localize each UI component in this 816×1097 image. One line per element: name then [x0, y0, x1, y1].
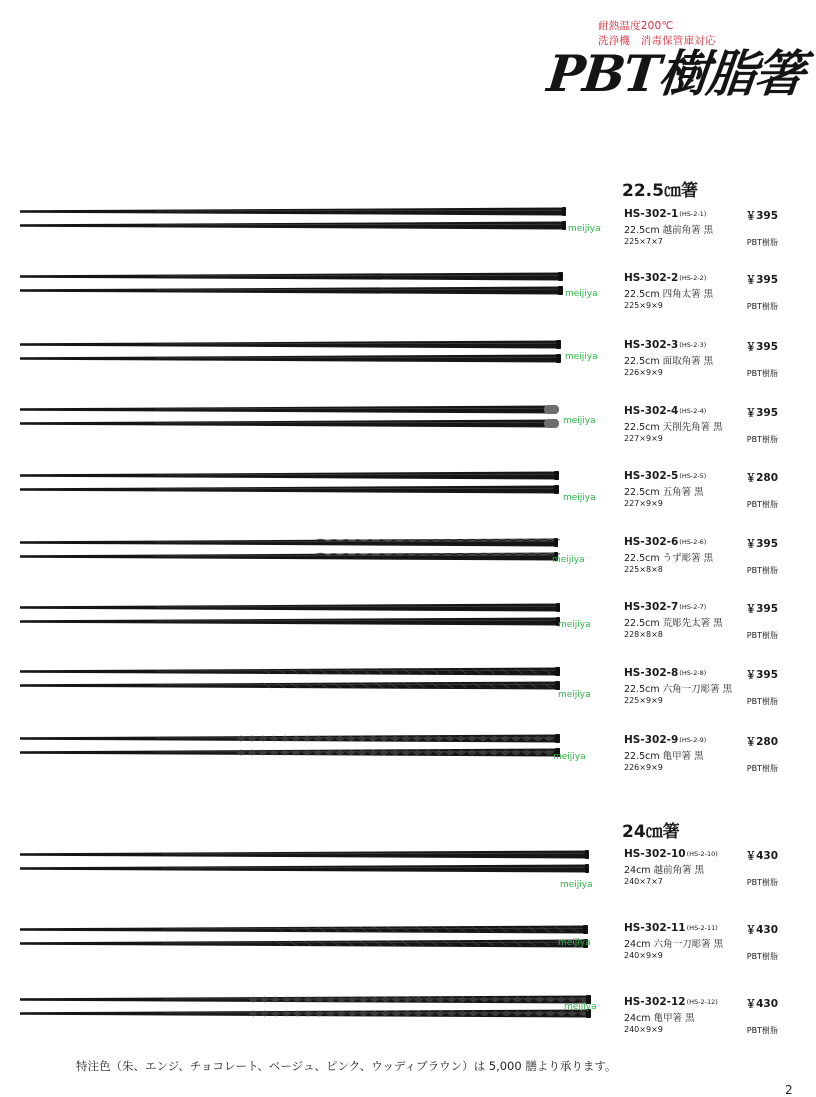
- product-material: PBT樹脂: [746, 435, 778, 444]
- product-code: HS-302-12(HS-2-12): [624, 996, 718, 1008]
- watermark: meijiya: [558, 938, 591, 948]
- product-5: [624, 470, 778, 518]
- chopstick-bottom: [20, 939, 590, 948]
- chopstick-bottom: [20, 552, 560, 561]
- product-subcode: (HS-2-9): [679, 736, 707, 744]
- product-8: [624, 667, 778, 715]
- product-12: [624, 996, 778, 1044]
- product-price: ￥430: [745, 924, 778, 936]
- chopstick-top: [20, 340, 563, 349]
- product-price: ￥280: [745, 472, 778, 484]
- product-dimensions: 227×9×9: [624, 434, 663, 443]
- chopstick-image: [20, 850, 589, 878]
- product-9: [624, 734, 778, 782]
- product-subcode: (HS-2-5): [679, 472, 707, 480]
- product-price: ￥430: [745, 850, 778, 862]
- chopstick-top: [20, 207, 568, 216]
- product-4: [624, 405, 778, 453]
- brand-title: PBT樹脂箸: [544, 44, 806, 103]
- chopstick-image: [20, 405, 557, 433]
- page-number: 2: [785, 1083, 793, 1097]
- product-name: 22.5cm うず彫箸 黒: [624, 553, 714, 564]
- watermark: meijiya: [565, 352, 598, 362]
- watermark: meijiya: [560, 880, 593, 890]
- product-code: HS-302-4(HS-2-4): [624, 405, 707, 417]
- watermark: meijiya: [563, 416, 596, 426]
- section-title-24cm: 24㎝箸: [622, 822, 680, 842]
- product-dimensions: 225×9×9: [624, 301, 663, 310]
- product-11: [624, 922, 778, 970]
- chopstick-top: [20, 603, 562, 612]
- product-name: 24cm 六角一刀彫箸 黒: [624, 939, 724, 950]
- product-2: [624, 272, 778, 320]
- chopstick-image: [20, 667, 560, 695]
- product-price: ￥395: [745, 669, 778, 681]
- chopstick-bottom: [20, 864, 591, 873]
- product-code: HS-302-2(HS-2-2): [624, 272, 707, 284]
- product-dimensions: 240×9×9: [624, 1025, 663, 1034]
- product-material: PBT樹脂: [746, 302, 778, 311]
- product-name: 22.5cm 五角箸 黒: [624, 487, 704, 498]
- chopstick-top: [20, 667, 562, 676]
- product-code: HS-302-7(HS-2-7): [624, 601, 707, 613]
- product-code: HS-302-3(HS-2-3): [624, 339, 707, 351]
- product-name: 22.5cm 亀甲箸 黒: [624, 751, 704, 762]
- product-price: ￥280: [745, 736, 778, 748]
- product-code: HS-302-10(HS-2-10): [624, 848, 718, 860]
- product-name: 24cm 亀甲箸 黒: [624, 1013, 695, 1024]
- product-price: ￥430: [745, 998, 778, 1010]
- product-name: 22.5cm 面取角箸 黒: [624, 356, 714, 367]
- product-material: PBT樹脂: [746, 238, 778, 247]
- chopstick-bottom: [20, 748, 562, 757]
- product-dimensions: 225×9×9: [624, 696, 663, 705]
- chopstick-image: [20, 734, 560, 762]
- watermark: meijiya: [553, 752, 586, 762]
- product-code: HS-302-9(HS-2-9): [624, 734, 707, 746]
- product-material: PBT樹脂: [746, 369, 778, 378]
- chopstick-bottom: [20, 485, 561, 494]
- product-dimensions: 226×9×9: [624, 368, 663, 377]
- product-1: [624, 208, 778, 256]
- product-dimensions: 227×9×9: [624, 499, 663, 508]
- product-3: [624, 339, 778, 387]
- heat-resistance-note: 耐熱温度200℃: [598, 20, 674, 32]
- chopstick-bottom: [20, 354, 563, 363]
- product-subcode: (HS-2-11): [686, 924, 718, 932]
- chopstick-image: [20, 603, 560, 631]
- chopstick-image: [20, 995, 591, 1023]
- chopstick-image: [20, 538, 558, 566]
- chopstick-bottom: [20, 221, 568, 230]
- chopstick-bottom: [20, 419, 559, 428]
- chopstick-top: [20, 925, 590, 934]
- watermark: meijiya: [565, 289, 598, 299]
- watermark: meijiya: [563, 493, 596, 503]
- product-price: ￥395: [745, 274, 778, 286]
- product-subcode: (HS-2-7): [679, 603, 707, 611]
- chopstick-top: [20, 734, 562, 743]
- chopstick-bottom: [20, 681, 562, 690]
- product-price: ￥395: [745, 603, 778, 615]
- product-code: HS-302-1(HS-2-1): [624, 208, 707, 220]
- product-subcode: (HS-2-1): [679, 210, 707, 218]
- chopstick-image: [20, 340, 561, 368]
- chopstick-top: [20, 850, 591, 859]
- chopstick-image: [20, 925, 588, 953]
- product-dimensions: 228×8×8: [624, 630, 663, 639]
- product-dimensions: 226×9×9: [624, 763, 663, 772]
- product-material: PBT樹脂: [746, 952, 778, 961]
- product-subcode: (HS-2-10): [686, 850, 718, 858]
- watermark: meijiya: [564, 1002, 597, 1012]
- product-code: HS-302-5(HS-2-5): [624, 470, 707, 482]
- watermark: meijiya: [558, 620, 591, 630]
- product-code: HS-302-11(HS-2-11): [624, 922, 718, 934]
- chopstick-top: [20, 272, 565, 281]
- product-code: HS-302-6(HS-2-6): [624, 536, 707, 548]
- product-name: 22.5cm 四角太箸 黒: [624, 289, 714, 300]
- product-7: [624, 601, 778, 649]
- product-subcode: (HS-2-12): [686, 998, 718, 1006]
- product-price: ￥395: [745, 538, 778, 550]
- product-6: [624, 536, 778, 584]
- product-subcode: (HS-2-6): [679, 538, 707, 546]
- chopstick-bottom: [20, 617, 562, 626]
- dishwasher-note: 洗浄機 消毒保管庫対応: [598, 35, 716, 47]
- product-subcode: (HS-2-4): [679, 407, 707, 415]
- product-price: ￥395: [745, 210, 778, 222]
- product-subcode: (HS-2-8): [679, 669, 707, 677]
- chopstick-top: [20, 405, 559, 414]
- product-subcode: (HS-2-2): [679, 274, 707, 282]
- product-price: ￥395: [745, 341, 778, 353]
- product-material: PBT樹脂: [746, 764, 778, 773]
- product-dimensions: 225×7×7: [624, 237, 663, 246]
- product-material: PBT樹脂: [746, 566, 778, 575]
- section-title-22-5cm: 22.5㎝箸: [622, 181, 698, 201]
- product-name: 22.5cm 越前角箸 黒: [624, 225, 714, 236]
- watermark: meijiya: [558, 690, 591, 700]
- watermark: meijiya: [552, 555, 585, 565]
- chopstick-top: [20, 538, 560, 547]
- product-dimensions: 240×7×7: [624, 877, 663, 886]
- product-10: [624, 848, 778, 896]
- product-material: PBT樹脂: [746, 500, 778, 509]
- product-material: PBT樹脂: [746, 631, 778, 640]
- chopstick-image: [20, 272, 563, 300]
- product-name: 24cm 越前角箸 黒: [624, 865, 705, 876]
- watermark: meijiya: [568, 224, 601, 234]
- product-dimensions: 240×9×9: [624, 951, 663, 960]
- chopstick-image: [20, 207, 566, 235]
- product-material: PBT樹脂: [746, 1026, 778, 1035]
- chopstick-bottom: [20, 1009, 593, 1018]
- product-name: 22.5cm 天削先角箸 黒: [624, 422, 723, 433]
- product-material: PBT樹脂: [746, 697, 778, 706]
- chopstick-image: [20, 471, 559, 499]
- product-dimensions: 225×8×8: [624, 565, 663, 574]
- product-name: 22.5cm 六角一刀彫箸 黒: [624, 684, 733, 695]
- product-code: HS-302-8(HS-2-8): [624, 667, 707, 679]
- product-name: 22.5cm 荒彫先太箸 黒: [624, 618, 723, 629]
- product-subcode: (HS-2-3): [679, 341, 707, 349]
- custom-color-note: 特注色（朱、エンジ、チョコレート、ベージュ、ピンク、ウッディブラウン）は 5,000 膳より承ります。: [76, 1059, 617, 1073]
- chopstick-top: [20, 995, 593, 1004]
- chopstick-top: [20, 471, 561, 480]
- product-price: ￥395: [745, 407, 778, 419]
- product-material: PBT樹脂: [746, 878, 778, 887]
- chopstick-bottom: [20, 286, 565, 295]
